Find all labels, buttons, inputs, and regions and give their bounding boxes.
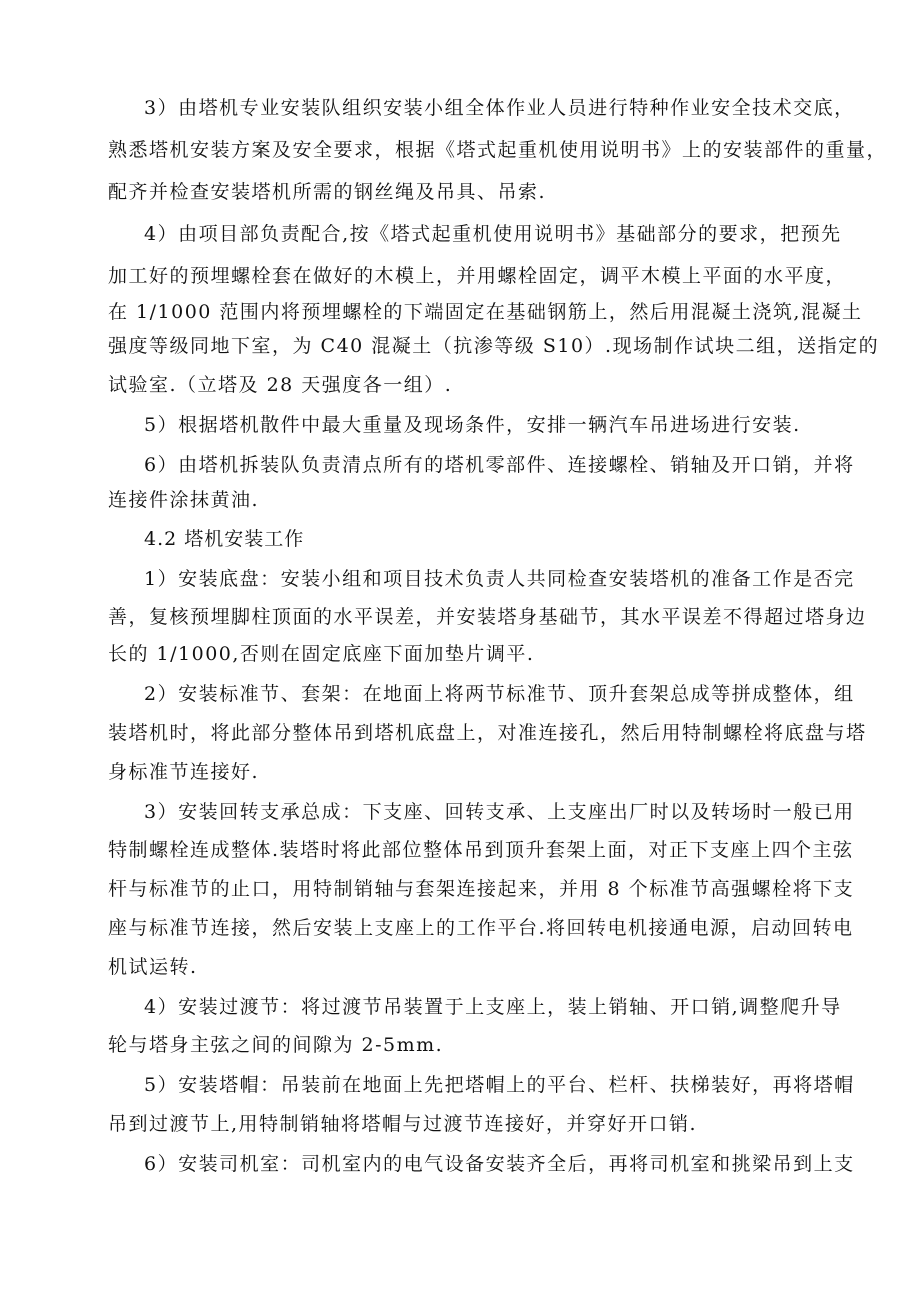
text-line: 5）根据塔机散件中最大重量及现场条件，安排一辆汽车吊进场进行安装. bbox=[144, 414, 801, 436]
text-line: 轮与塔身主弦之间的间隙为 2-5mm. bbox=[108, 1034, 444, 1056]
text-line: 长的 1/1000,否则在固定底座下面加垫片调平. bbox=[108, 643, 535, 665]
text-line: 加工好的预埋螺栓套在做好的木模上，并用螺栓固定，调平木模上平面的水平度， bbox=[108, 265, 847, 287]
text-line: 装塔机时，将此部分整体吊到塔机底盘上，对准连接孔，然后用特制螺栓将底盘与塔 bbox=[108, 722, 867, 744]
text-line: 试验室.（立塔及 28 天强度各一组）. bbox=[108, 374, 453, 396]
text-line: 熟悉塔机安装方案及安全要求，根据《塔式起重机使用说明书》上的安装部件的重量， bbox=[108, 139, 888, 161]
text-line: 在 1/1000 范围内将预埋螺栓的下端固定在基础钢筋上，然后用混凝土浇筑,混凝土 bbox=[108, 301, 863, 323]
section-heading: 4.2 塔机安装工作 bbox=[144, 528, 305, 550]
text-line: 座与标准节连接，然后安装上支座上的工作平台.将回转电机接通电源，启动回转电 bbox=[108, 917, 854, 939]
text-line: 3）安装回转支承总成：下支座、回转支承、上支座出厂时以及转场时一般已用 bbox=[144, 801, 855, 823]
text-line: 5）安装塔帽：吊装前在地面上先把塔帽上的平台、栏杆、扶梯装好，再将塔帽 bbox=[144, 1074, 855, 1096]
text-line: 配齐并检查安装塔机所需的钢丝绳及吊具、吊索. bbox=[108, 181, 547, 203]
text-line: 6）安装司机室：司机室内的电气设备安装齐全后，再将司机室和挑梁吊到上支 bbox=[144, 1153, 855, 1175]
text-line: 4）由项目部负责配合,按《塔式起重机使用说明书》基础部分的要求，把预先 bbox=[144, 223, 842, 245]
text-line: 连接件涂抹黄油. bbox=[108, 489, 260, 511]
text-line: 机试运转. bbox=[108, 956, 198, 978]
text-line: 4）安装过渡节：将过渡节吊装置于上支座上，装上销轴、开口销,调整爬升导 bbox=[144, 996, 842, 1018]
text-line: 强度等级同地下室，为 C40 混凝土（抗渗等级 S10）.现场制作试块二组，送指定的 bbox=[108, 335, 880, 357]
text-line: 2）安装标准节、套架：在地面上将两节标准节、顶升套架总成等拼成整体，组 bbox=[144, 683, 855, 705]
text-line: 吊到过渡节上,用特制销轴将塔帽与过渡节连接好，并穿好开口销. bbox=[108, 1113, 698, 1135]
text-line: 6）由塔机拆装队负责清点所有的塔机零部件、连接螺栓、销轴及开口销，并将 bbox=[144, 454, 855, 476]
text-line: 杆与标准节的止口，用特制销轴与套架连接起来，并用 8 个标准节高强螺栓将下支 bbox=[108, 878, 855, 900]
text-line: 身标准节连接好. bbox=[108, 761, 260, 783]
text-line: 1）安装底盘：安装小组和项目技术负责人共同检查安装塔机的准备工作是否完 bbox=[144, 568, 855, 590]
text-line: 善，复核预埋脚柱顶面的水平误差，并安装塔身基础节，其水平误差不得超过塔身边 bbox=[108, 606, 867, 628]
text-line: 特制螺栓连成整体.装塔时将此部位整体吊到顶升套架上面，对正下支座上四个主弦 bbox=[108, 839, 854, 861]
text-line: 3）由塔机专业安装队组织安装小组全体作业人员进行特种作业安全技术交底， bbox=[144, 97, 855, 119]
